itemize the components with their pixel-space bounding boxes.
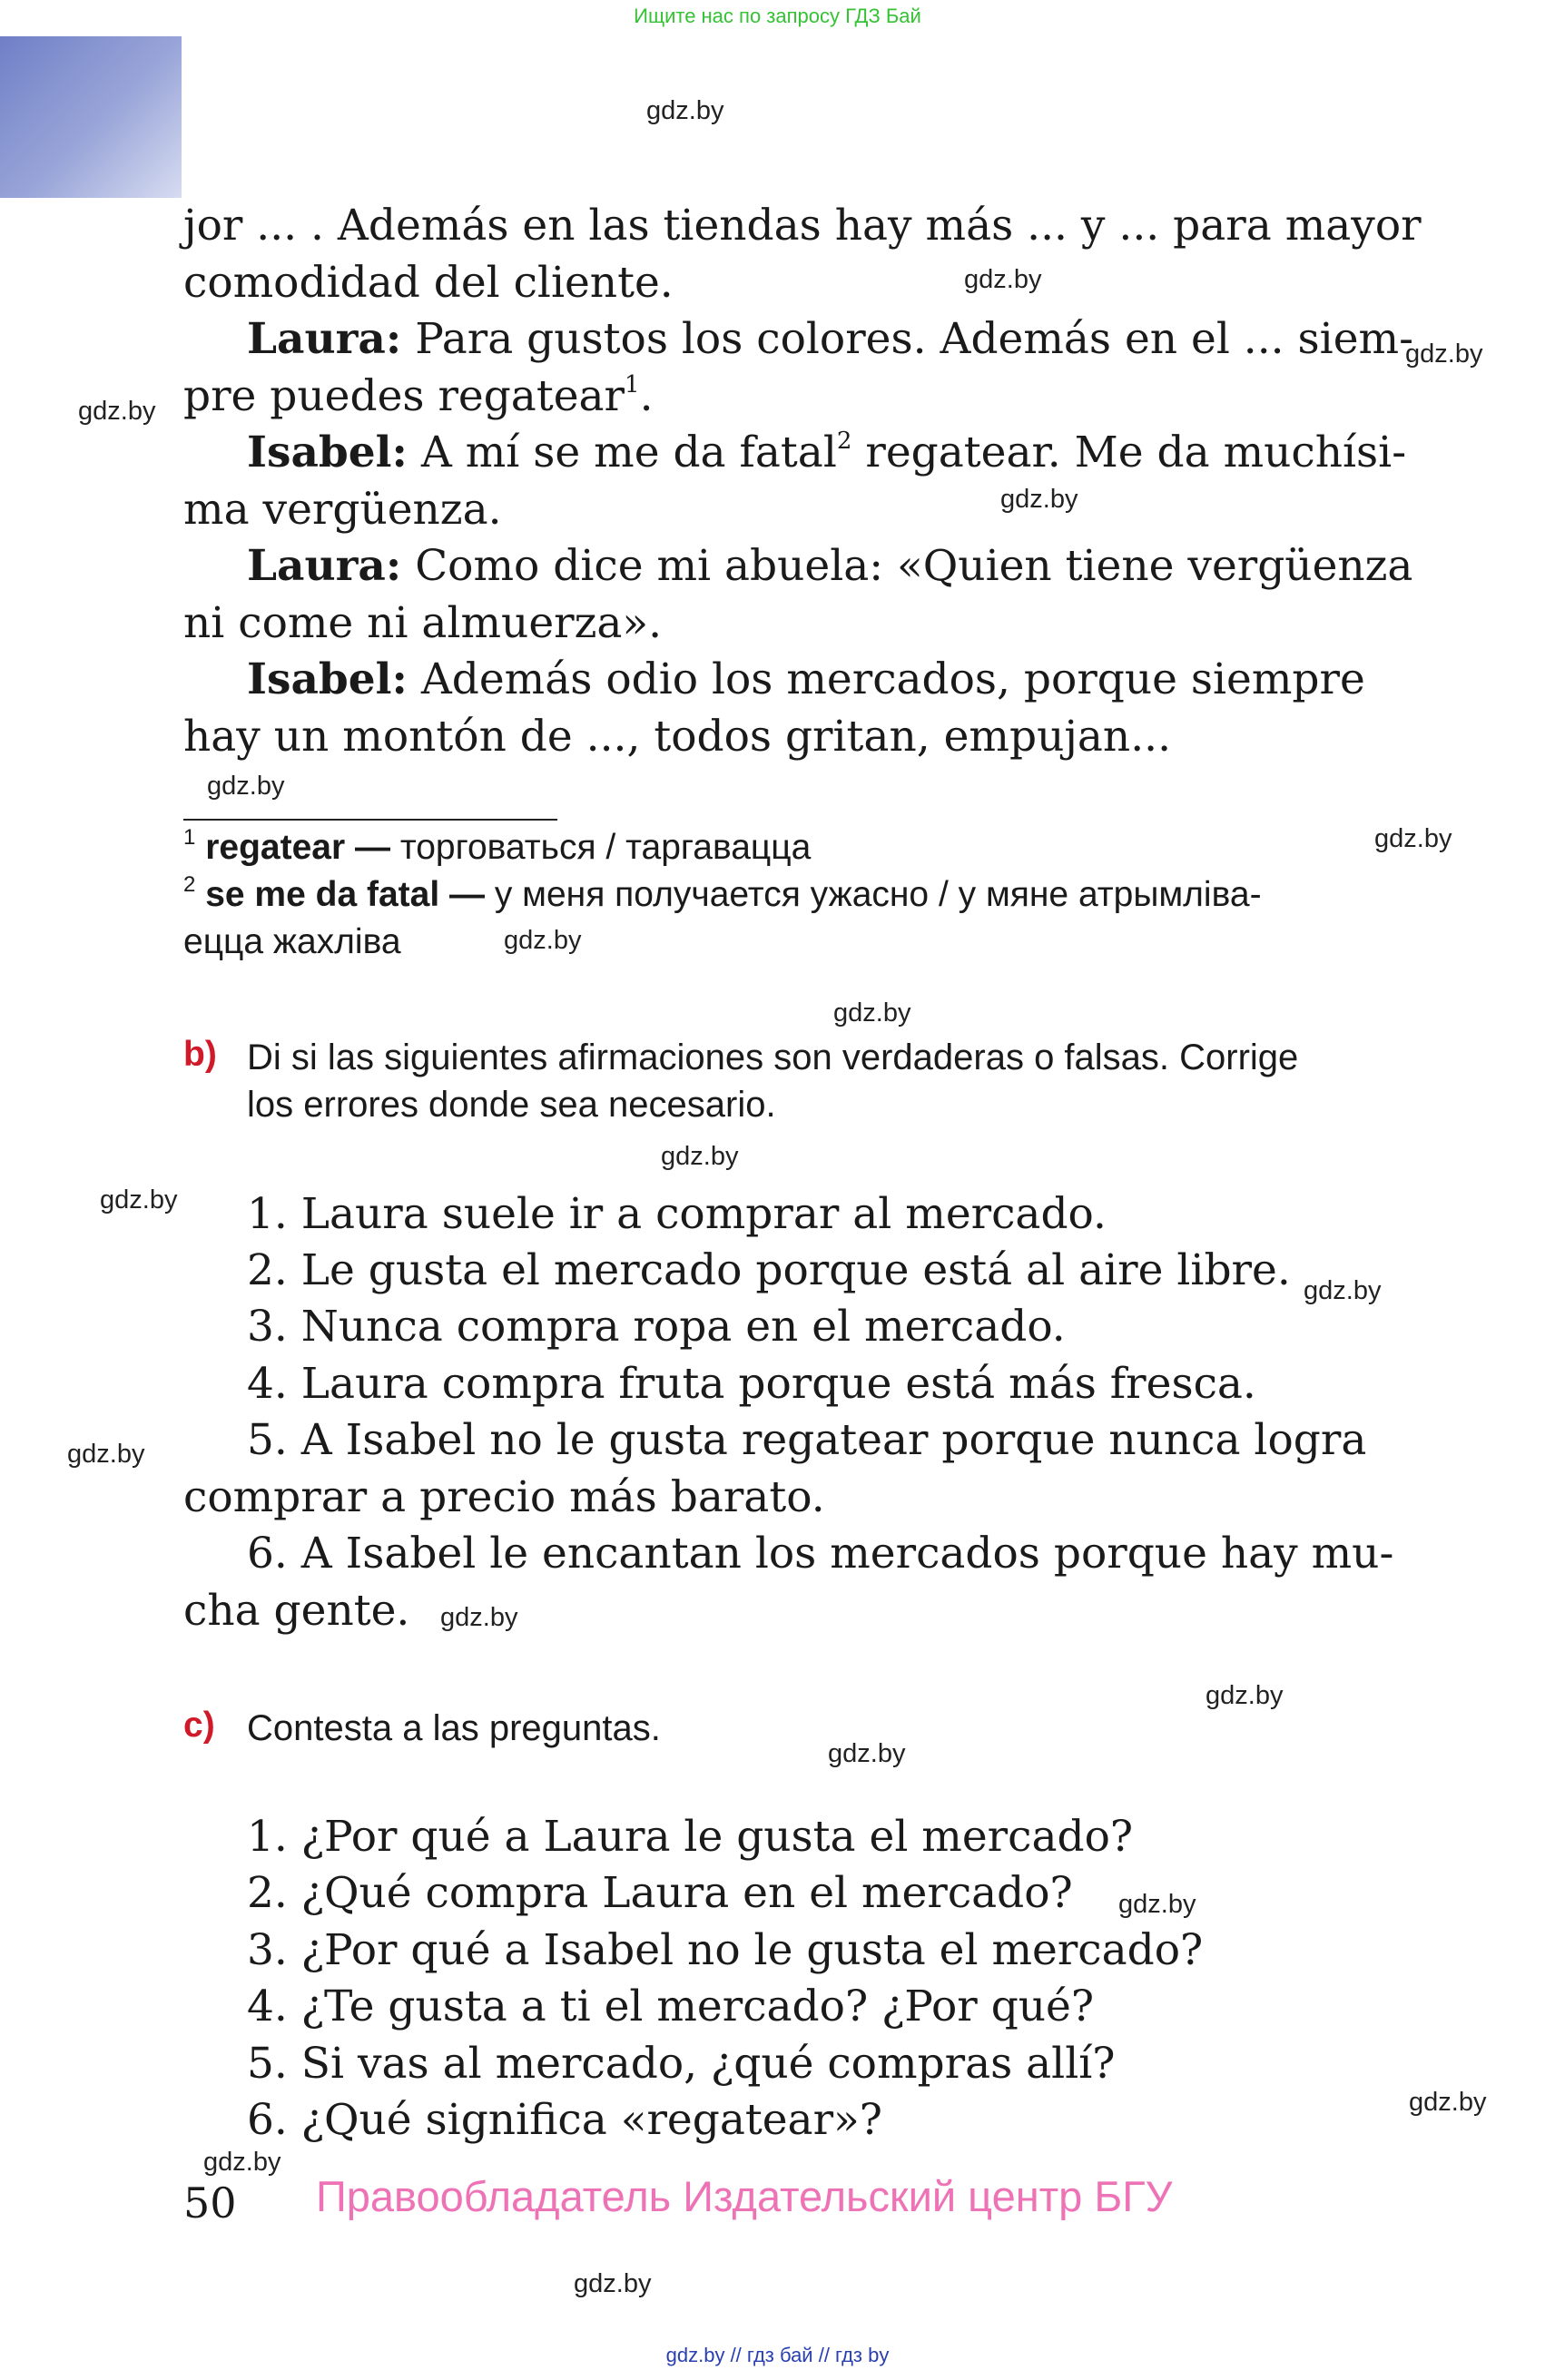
task-instruction: Contesta a las preguntas.: [247, 1708, 661, 1748]
speaker-name: Laura:: [247, 314, 402, 364]
statement-item: 2. Le gusta el mercado porque está al aire libre.: [247, 1245, 1291, 1295]
watermark: gdz.by: [1118, 1890, 1196, 1919]
task-instruction: los errores donde sea necesario.: [247, 1085, 776, 1125]
watermark: gdz.by: [661, 1142, 739, 1171]
watermark: gdz.by: [1000, 485, 1078, 514]
watermark: gdz.by: [67, 1440, 145, 1469]
top-banner[interactable]: Ищите нас по запросу ГДЗ Бай: [634, 5, 921, 27]
dialogue-line: [247, 425, 1406, 481]
statement-text: 5. A Isabel no le gusta regatear porque nunca logra: [247, 1415, 1367, 1465]
watermark: gdz.by: [574, 2269, 652, 2298]
statement-item: 1. Laura suele ir a comprar al mercado.: [247, 1189, 1107, 1239]
footnote-ref: 1: [625, 371, 640, 398]
dialogue-line: hay un montón de ..., todos gritan, empujan...: [183, 712, 1172, 762]
footnote-divider: [183, 819, 557, 821]
watermark: gdz.by: [100, 1185, 178, 1215]
dialogue-line: [247, 652, 1365, 708]
watermark: gdz.by: [828, 1739, 906, 1768]
watermark: gdz.by: [1206, 1681, 1284, 1710]
watermark: gdz.by: [1405, 339, 1483, 369]
dialogue-text: regatear. Me da muchísi-: [865, 428, 1407, 477]
statement-item: 4. Laura compra fruta porque está más fresca.: [247, 1359, 1256, 1409]
footnote-continuation: ецца жахліва: [183, 922, 401, 961]
question-item: 3. ¿Por qué a Isabel no le gusta el mercado?: [247, 1925, 1204, 1975]
watermark: gdz.by: [833, 998, 911, 1028]
dialogue-line: [183, 369, 654, 425]
watermark: gdz.by: [964, 265, 1042, 294]
bottom-links[interactable]: gdz.by // гдз бай // гдз by: [665, 2344, 890, 2366]
question-item: 5. Si vas al mercado, ¿qué compras allí?: [247, 2039, 1116, 2089]
watermark: gdz.by: [440, 1603, 518, 1632]
footnote-number: 1: [183, 825, 196, 850]
watermark: gdz.by: [207, 772, 285, 801]
footnote-text: у меня получается ужасно / у мяне атрымліва-: [494, 875, 1262, 914]
statement-item-continuation: cha gente.: [183, 1586, 410, 1636]
question-item: 6. ¿Qué significa «regatear»?: [247, 2095, 882, 2145]
dialogue-line: [247, 311, 1413, 368]
watermark: gdz.by: [78, 397, 156, 426]
footnote: [183, 824, 811, 871]
statement-item-continuation: comprar a precio más barato.: [183, 1472, 825, 1522]
dialogue-line: ma vergüenza.: [183, 485, 502, 535]
dialogue-text: jor ... . Además en las tiendas hay más ... y ... para mayor: [183, 201, 1422, 251]
statement-item: 3. Nunca compra ropa en el mercado.: [247, 1302, 1066, 1352]
corner-decoration: [0, 36, 182, 198]
dialogue-text: Además odio los mercados, porque siempre: [420, 654, 1365, 704]
dialogue-text: Como dice mi abuela: «Quien tiene vergüenza: [415, 541, 1413, 591]
footnote-number: 2: [183, 872, 196, 897]
dialogue-text: pre puedes regatear: [183, 371, 625, 421]
question-item: 2. ¿Qué compra Laura en el mercado?: [247, 1868, 1073, 1918]
speaker-name: Isabel:: [247, 428, 408, 477]
watermark: gdz.by: [646, 96, 724, 125]
task-letter-c: c): [183, 1706, 215, 1745]
footnote-term: regatear —: [205, 828, 390, 867]
watermark: gdz.by: [1409, 2088, 1487, 2117]
statement-text: 6. A Isabel le encantan los mercados porque hay mu-: [247, 1529, 1394, 1578]
question-item: 4. ¿Te gusta a ti el mercado? ¿Por qué?: [247, 1982, 1095, 2031]
dialogue-text: A mí se me da fatal: [420, 428, 837, 477]
dialogue-text: Para gustos los colores. Además en el ... siem-: [415, 314, 1413, 364]
task-instruction: Di si las siguientes afirmaciones son verdaderas o falsas. Corrige: [247, 1038, 1299, 1077]
punctuation: .: [639, 371, 654, 421]
watermark: gdz.by: [203, 2148, 281, 2177]
dialogue-line: [183, 198, 1422, 254]
footnote-text: торговаться / таргавацца: [399, 828, 812, 867]
footnote: [183, 871, 1262, 919]
page-number: 50: [183, 2178, 237, 2228]
watermark: gdz.by: [504, 926, 582, 955]
watermark: gdz.by: [1304, 1276, 1382, 1305]
speaker-name: Laura:: [247, 541, 402, 591]
footnote-term: se me da fatal —: [205, 875, 485, 914]
dialogue-line: comodidad del cliente.: [183, 258, 674, 308]
dialogue-line: [247, 538, 1412, 595]
question-item: 1. ¿Por qué a Laura le gusta el mercado?: [247, 1812, 1134, 1862]
task-letter-b: b): [183, 1035, 217, 1074]
dialogue-line: ni come ni almuerza».: [183, 598, 663, 648]
statement-item: [247, 1526, 1394, 1582]
copyright-holder: Правообладатель Издательский центр БГУ: [316, 2172, 1173, 2220]
footnote-ref: 2: [836, 428, 852, 455]
watermark: gdz.by: [1374, 824, 1452, 853]
speaker-name: Isabel:: [247, 654, 408, 704]
statement-item: [247, 1412, 1382, 1469]
